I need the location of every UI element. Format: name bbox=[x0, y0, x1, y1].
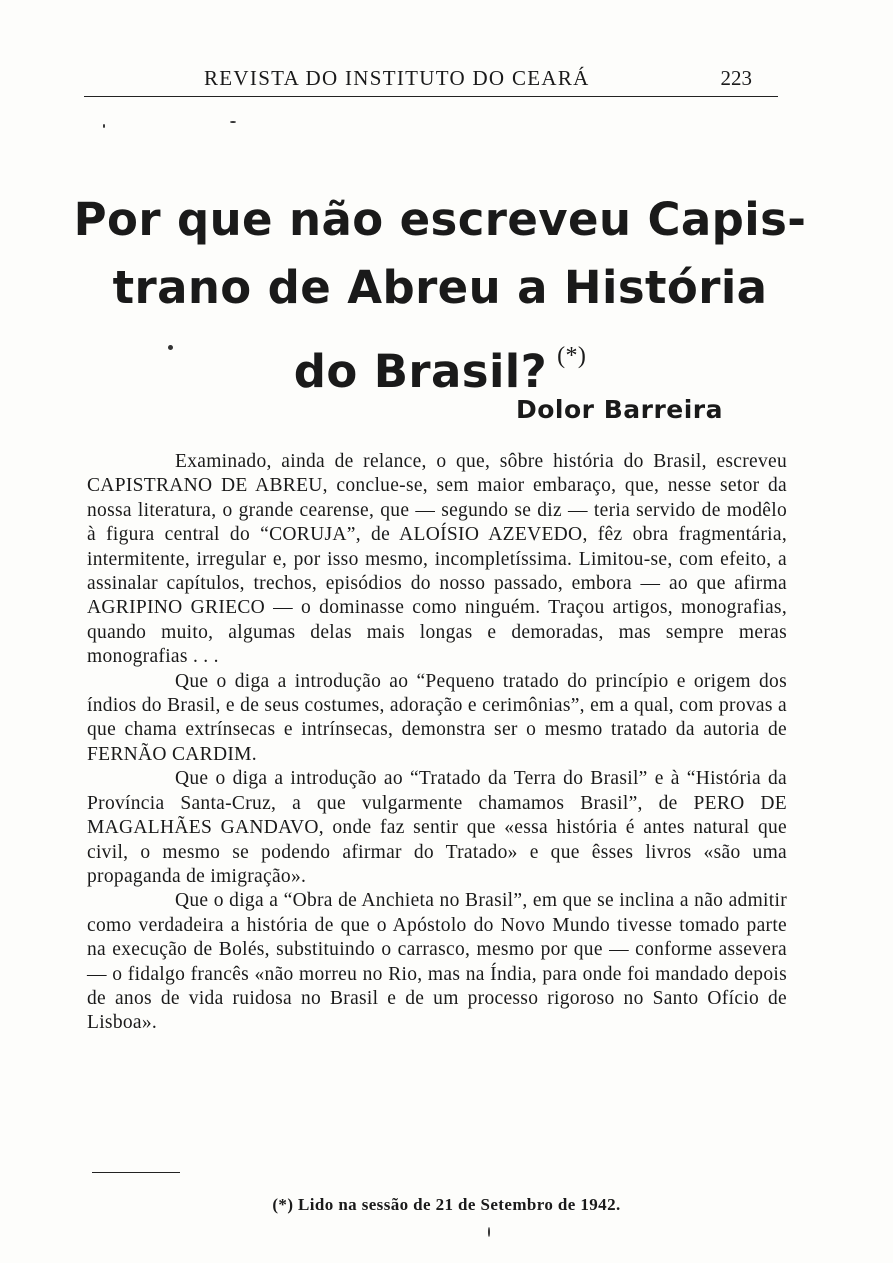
scan-speck bbox=[488, 1227, 490, 1237]
article-title bbox=[60, 186, 820, 406]
title-line-1: Por que não escreveu Capis- bbox=[73, 193, 807, 246]
scan-speck bbox=[168, 345, 173, 350]
footnote: (*) Lido na sessão de 21 de Setembro de 1942. bbox=[272, 1195, 621, 1214]
title-line-3-text: do Brasil? bbox=[293, 345, 548, 398]
article-body bbox=[87, 450, 787, 1036]
paragraph-2: Que o diga a introdução ao “Pequeno tratado do princípio e origem dos índios do Brasil, e de seus costumes, adoração e cerimônias”, em a qual, com provas a que chama extrínsecas e intrínsecas, demonstra ser o mesmo tratado da autoria de FERNÃO CARDIM. bbox=[87, 670, 787, 765]
journal-title: REVISTA DO INSTITUTO DO CEARÁ bbox=[204, 66, 590, 90]
paragraph-1: Examinado, ainda de relance, o que, sôbre história do Brasil, escreveu CAPISTRANO DE ABREU, conclue-se, sem maior embaraço, que, nesse setor da nossa literatura, o grande cearense, que — segundo se diz — teria servido de modêlo à figura central do “CORUJA”, de ALOÍSIO AZEVEDO, fêz obra fragmentária, intermitente, irregular e, por isso mesmo, incompletíssima. Limitou-se, com efeito, a assinalar capítulos, trechos, episódios do nosso passado, embora — ao que afirma AGRIPINO GRIECO — o dominasse como ninguém. Traçou artigos, monografias, quando muito, algumas delas mais longas e demoradas, mas sempre meras monografias . . . bbox=[87, 451, 787, 668]
scan-speck bbox=[103, 124, 105, 128]
footnote-mark: (*) bbox=[557, 343, 587, 369]
title-line-2: trano de Abreu a História bbox=[112, 261, 768, 314]
footnote-divider bbox=[92, 1172, 180, 1173]
page-number: 223 bbox=[720, 66, 752, 90]
author-name: Dolor Barreira bbox=[515, 395, 723, 424]
paragraph-4: Que o diga a “Obra de Anchieta no Brasil”, em que se inclina a não admitir como verdadeira a história de que o Apóstolo do Novo Mundo tivesse tomado parte na execução de Bolés, substituindo o carrasco, mesmo por que — conforme assevera — o fidalgo francês «não morreu no Rio, mas na Índia, para onde foi mandado depois de anos de vida ruidosa no Brasil e de um processo rigoroso no Santo Ofício de Lisboa». bbox=[87, 890, 787, 1034]
running-header bbox=[84, 64, 778, 97]
title-line-3 bbox=[60, 322, 820, 406]
paragraph-3: Que o diga a introdução ao “Tratado da Terra do Brasil” e à “História da Província Santa-Cruz, a que vulgarmente chamamos Brasil”, de PERO DE MAGALHÃES GANDAVO, onde faz sentir que «essa história é antes natural que civil, o mesmo se podendo afirmar do Tratado» e que êsses livros «são uma propaganda de imigração». bbox=[87, 768, 787, 887]
scan-speck bbox=[230, 121, 236, 123]
